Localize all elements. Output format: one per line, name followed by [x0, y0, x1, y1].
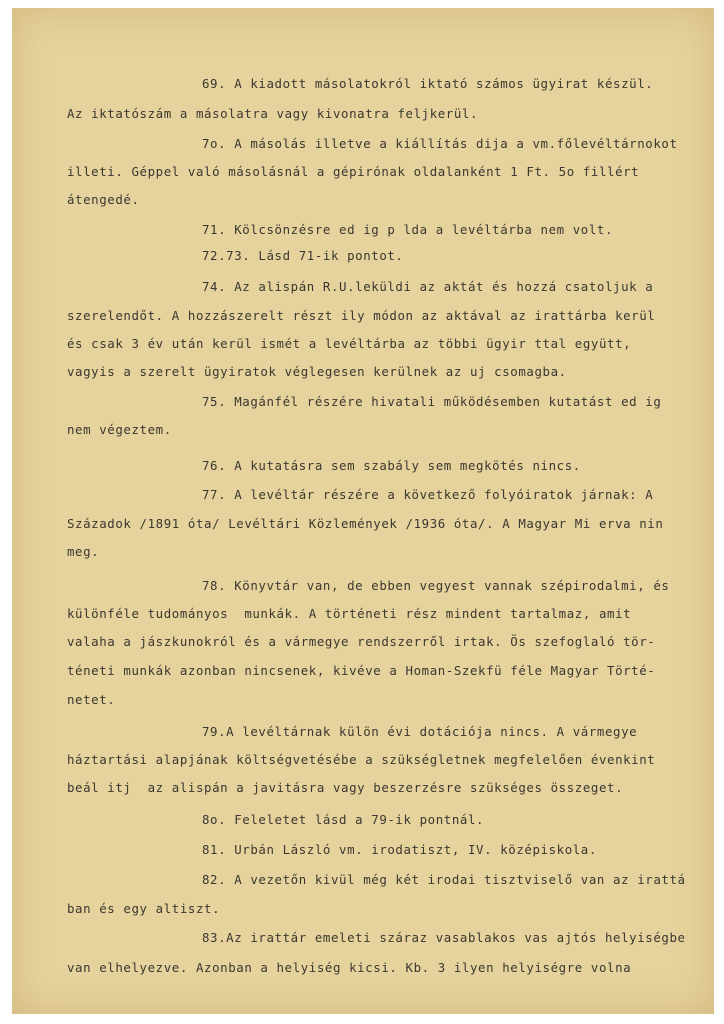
text-line: 75. Magánfél részére hivatali működésemben kutatást ed ig: [202, 394, 662, 409]
text-line: Századok /1891 óta/ Levéltári Közlemények /1936 óta/. A Magyar Mi erva nin: [67, 516, 664, 531]
text-line: 79.A levéltárnak külön évi dotációja nincs. A vármegye: [202, 724, 638, 739]
text-line: illeti. Géppel való másolásnál a gépirónak oldalanként 1 Ft. 5o fillért: [67, 164, 640, 179]
text-line: 77. A levéltár részére a következő folyóiratok járnak: A: [202, 487, 654, 502]
text-line: ban és egy altiszt.: [67, 901, 221, 916]
text-line: 69. A kiadott másolatokról iktató számos ügyirat készül.: [202, 76, 654, 91]
text-line: nem végeztem.: [67, 422, 172, 437]
text-line: valaha a jászkunokról és a vármegye rendszerről irtak. Ös szefoglaló tör-: [67, 634, 656, 649]
text-line: 7o. A másolás illetve a kiállítás dija a vm.főlevéltárnokot: [202, 136, 678, 151]
text-line: és csak 3 év után kerül ismét a levéltárba az többi ügyir ttal együtt,: [67, 336, 632, 351]
text-line: 71. Kölcsönzésre ed ig p lda a levéltárba nem volt.: [202, 222, 614, 237]
text-line: 83.Az irattár emeleti száraz vasablakos vas ajtós helyiségbe: [202, 930, 686, 945]
text-line: átengedé.: [67, 192, 140, 207]
text-line: 76. A kutatásra sem szabály sem megkötés nincs.: [202, 458, 581, 473]
text-line: 8o. Feleletet lásd a 79-ik pontnál.: [202, 812, 485, 827]
text-line: 72.73. Lásd 71-ik pontot.: [202, 248, 404, 263]
text-line: 74. Az alispán R.U.leküldi az aktát és hozzá csatoljuk a: [202, 279, 654, 294]
text-line: 78. Könyvtár van, de ebben vegyest vannak szépirodalmi, és: [202, 578, 670, 593]
text-line: vagyis a szerelt ügyiratok véglegesen kerülnek az uj csomagba.: [67, 364, 567, 379]
document-page: [12, 8, 714, 1014]
text-line: 81. Urbán László vm. irodatiszt, IV. középiskola.: [202, 842, 597, 857]
text-line: háztartási alapjának költségvetésébe a szükségletnek megfelelően évenkint: [67, 752, 656, 767]
text-line: 82. A vezetőn kivül még két irodai tisztviselő van az irattá: [202, 872, 686, 887]
text-line: különféle tudományos munkák. A történeti rész mindent tartalmaz, amit: [67, 606, 632, 621]
text-line: Az iktatószám a másolatra vagy kivonatra feljkerül.: [67, 106, 479, 121]
text-line: van elhelyezve. Azonban a helyiség kicsi. Kb. 3 ilyen helyiségre volna: [67, 960, 632, 975]
text-line: szerelendőt. A hozzászerelt részt ily módon az aktával az irattárba kerül: [67, 308, 656, 323]
text-line: téneti munkák azonban nincsenek, kivéve a Homan-Szekfü féle Magyar Törté-: [67, 663, 656, 678]
text-line: netet.: [67, 692, 116, 707]
text-line: beál itj az alispán a javitásra vagy beszerzésre szükséges összeget.: [67, 780, 624, 795]
text-line: meg.: [67, 544, 100, 559]
